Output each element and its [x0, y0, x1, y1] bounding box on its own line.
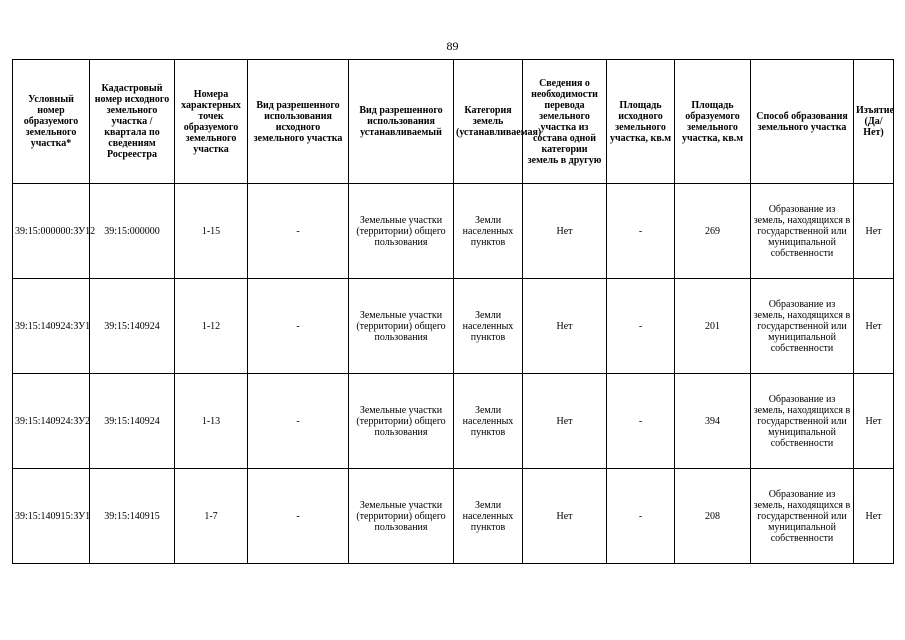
header-new-usage: Вид разрешенного использования устанавливаемый [349, 60, 454, 184]
header-plot-number: Условный номер образуемого земельного участка* [13, 60, 90, 184]
cell-cadastral-number: 39:15:000000 [90, 184, 175, 279]
cell-source-area: - [607, 279, 675, 374]
cell-new-usage: Земельные участки (территории) общего пользования [349, 469, 454, 564]
cell-category-transfer: Нет [523, 184, 607, 279]
cell-new-area: 201 [675, 279, 751, 374]
table-row [13, 374, 894, 469]
cell-category: Земли населенных пунктов [454, 374, 523, 469]
cell-points: 1-12 [175, 279, 248, 374]
header-category: Категория земель (устанавливаемая) [454, 60, 523, 184]
cell-seizure: Нет [854, 374, 894, 469]
header-new-area: Площадь образуемого земельного участка, кв.м [675, 60, 751, 184]
cell-category: Земли населенных пунктов [454, 279, 523, 374]
header-cadastral-number: Кадастровый номер исходного земельного участка / квартала по сведениям Росреестра [90, 60, 175, 184]
land-plots-table [12, 59, 894, 564]
page-number: 89 [446, 39, 459, 53]
table-row [13, 279, 894, 374]
cell-new-usage: Земельные участки (территории) общего пользования [349, 279, 454, 374]
cell-new-usage: Земельные участки (территории) общего пользования [349, 184, 454, 279]
cell-source-area: - [607, 469, 675, 564]
cell-category: Земли населенных пунктов [454, 184, 523, 279]
table-row [13, 469, 894, 564]
header-formation-method: Способ образования земельного участка [751, 60, 854, 184]
cell-source-usage: - [248, 374, 349, 469]
cell-plot-number: 39:15:140924:ЗУ1 [13, 279, 90, 374]
cell-cadastral-number: 39:15:140924 [90, 279, 175, 374]
header-points: Номера характерных точек образуемого земельного участка [175, 60, 248, 184]
cell-source-usage: - [248, 279, 349, 374]
table-header-row [13, 60, 894, 184]
cell-new-area: 208 [675, 469, 751, 564]
cell-category-transfer: Нет [523, 374, 607, 469]
cell-seizure: Нет [854, 184, 894, 279]
cell-points: 1-15 [175, 184, 248, 279]
cell-formation-method: Образование из земель, находящихся в государственной или муниципальной собственности [751, 279, 854, 374]
cell-seizure: Нет [854, 279, 894, 374]
table-row [13, 184, 894, 279]
cell-new-area: 394 [675, 374, 751, 469]
cell-points: 1-13 [175, 374, 248, 469]
cell-cadastral-number: 39:15:140915 [90, 469, 175, 564]
cell-new-usage: Земельные участки (территории) общего пользования [349, 374, 454, 469]
cell-formation-method: Образование из земель, находящихся в государственной или муниципальной собственности [751, 374, 854, 469]
cell-source-usage: - [248, 184, 349, 279]
cell-formation-method: Образование из земель, находящихся в государственной или муниципальной собственности [751, 469, 854, 564]
cell-category: Земли населенных пунктов [454, 469, 523, 564]
cell-category-transfer: Нет [523, 469, 607, 564]
cell-formation-method: Образование из земель, находящихся в государственной или муниципальной собственности [751, 184, 854, 279]
header-source-area: Площадь исходного земельного участка, кв.м [607, 60, 675, 184]
cell-plot-number: 39:15:000000:ЗУ12 [13, 184, 90, 279]
cell-plot-number: 39:15:140915:ЗУ1 [13, 469, 90, 564]
cell-seizure: Нет [854, 469, 894, 564]
cell-plot-number: 39:15:140924:ЗУ2 [13, 374, 90, 469]
cell-source-usage: - [248, 469, 349, 564]
cell-category-transfer: Нет [523, 279, 607, 374]
cell-source-area: - [607, 184, 675, 279]
cell-cadastral-number: 39:15:140924 [90, 374, 175, 469]
cell-source-area: - [607, 374, 675, 469]
cell-new-area: 269 [675, 184, 751, 279]
header-seizure: Изъятие (Да/Нет) [854, 60, 894, 184]
header-category-transfer: Сведения о необходимости перевода земельного участка из состава одной категории земель в другую [523, 60, 607, 184]
cell-points: 1-7 [175, 469, 248, 564]
header-source-usage: Вид разрешенного использования исходного земельного участка [248, 60, 349, 184]
